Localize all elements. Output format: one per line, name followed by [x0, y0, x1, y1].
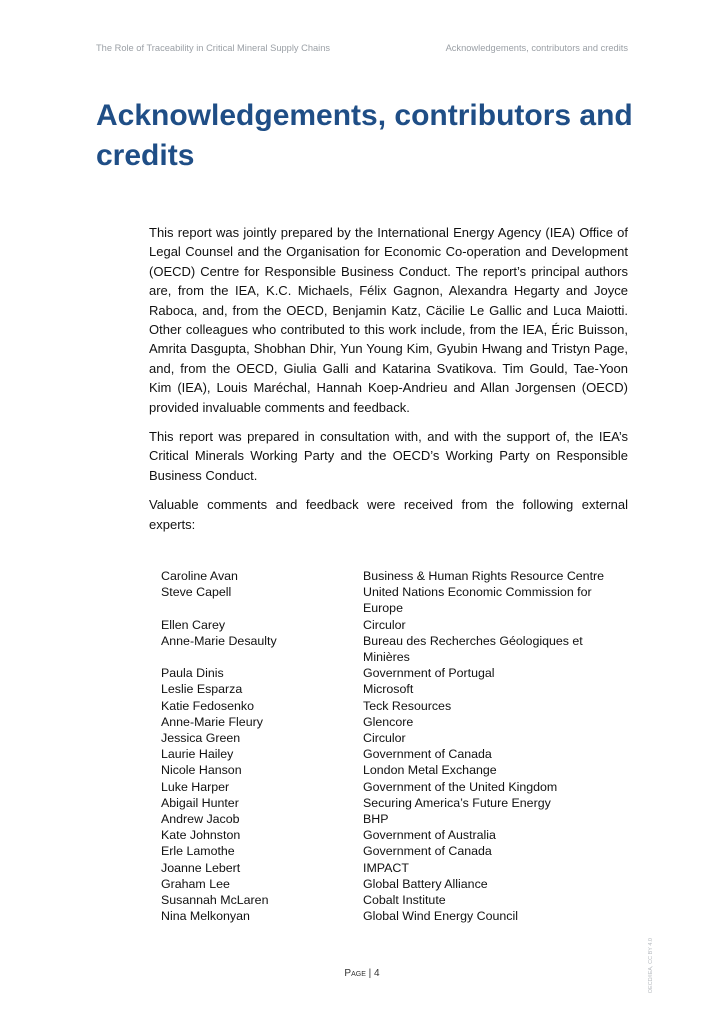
expert-name: Caroline Avan [161, 569, 238, 583]
expert-organisation: Glencore [363, 714, 414, 729]
expert-row [161, 779, 628, 795]
expert-organisation: Circulor [363, 617, 406, 632]
running-header [96, 43, 628, 57]
expert-name: Joanne Lebert [161, 860, 241, 875]
expert-organisation: Government of the United Kingdom [363, 779, 558, 794]
expert-organisation: Government of Portugal [363, 666, 495, 681]
expert-organisation: Government of Australia [363, 828, 496, 843]
expert-name: Paula Dinis [161, 666, 224, 681]
expert-organisation: Cobalt Institute [363, 893, 446, 908]
expert-organisation: Teck Resources [363, 698, 452, 713]
expert-name: Anne-Marie Fleury [161, 714, 263, 729]
expert-row [161, 730, 628, 746]
expert-row [161, 876, 628, 892]
expert-row [161, 795, 628, 811]
page-separator: | [365, 968, 375, 979]
expert-row [161, 681, 628, 697]
expert-row [161, 633, 628, 665]
expert-row [161, 584, 628, 616]
page-title: Acknowledgements, contributors and credits [96, 99, 633, 172]
license-label: OECD/IEA, CC BY 4.0 [648, 938, 654, 994]
expert-row [161, 811, 628, 827]
expert-row [161, 746, 628, 762]
header-section-title: Acknowledgements, contributors and credits [445, 43, 628, 53]
expert-name: Abigail Hunter [161, 795, 239, 810]
expert-name: Anne-Marie Desaulty [161, 633, 277, 648]
experts-list [161, 568, 628, 924]
expert-organisation: Bureau des Recherches Géologiques et Minières [363, 633, 583, 665]
header-document-title: The Role of Traceability in Critical Mineral Supply Chains [96, 43, 331, 53]
expert-organisation: Circulor [363, 731, 406, 746]
paragraph-authors: This report was jointly prepared by the International Energy Agency (IEA) Office of Legal Counsel and the Organisation for Economic Co-operation and Development (OECD) Centre for Responsible Business Conduct. The report’s principal authors are, from the IEA, K.C. Michaels, Félix Gagnon, Alexandra Hegarty and Joyce Raboca, and, from the OECD, Benjamin Katz, Cäcilie Le Gallic and Luca Maiotti. Other colleagues who contributed to this work include, from the IEA, Éric Buisson, Amrita Dasgupta, Shobhan Dhir, Yun Young Kim, Gyubin Hwang and Tristyn Page, and, from the OECD, Giulia Galli and Katarina Svatikova. Tim Gould, Tae-Yoon Kim (IEA), Louis Maréchal, Hannah Koep-Andrieu and Allan Jorgensen (OECD) provided invaluable comments and feedback. [149, 225, 628, 415]
expert-row [161, 617, 628, 633]
expert-name: Nina Melkonyan [161, 909, 250, 924]
expert-row [161, 762, 628, 778]
expert-organisation: Microsoft [363, 682, 414, 697]
expert-row [161, 860, 628, 876]
expert-name: Andrew Jacob [161, 812, 240, 827]
expert-name: Luke Harper [161, 779, 230, 794]
expert-name: Laurie Hailey [161, 747, 234, 762]
page-number: 4 [374, 968, 380, 979]
expert-organisation: Government of Canada [363, 747, 492, 762]
expert-organisation: Business & Human Rights Resource Centre [363, 569, 605, 583]
expert-name: Leslie Esparza [161, 682, 243, 697]
expert-row [161, 698, 628, 714]
expert-organisation: United Nations Economic Commission for Europe [363, 585, 592, 616]
paragraph-consultation: This report was prepared in consultation with, and with the support of, the IEA’s Critical Minerals Working Party and the OECD’s Working Party on Responsible Business Conduct. [149, 429, 628, 483]
expert-name: Kate Johnston [161, 828, 241, 843]
body-text [149, 223, 628, 544]
expert-row [161, 714, 628, 730]
paragraph-experts-intro: Valuable comments and feedback were received from the following external experts: [149, 497, 628, 532]
expert-organisation: Government of Canada [363, 844, 492, 859]
expert-organisation: IMPACT [363, 860, 409, 875]
expert-organisation: BHP [363, 812, 389, 827]
expert-row [161, 568, 628, 584]
expert-name: Jessica Green [161, 731, 241, 746]
expert-name: Nicole Hanson [161, 763, 242, 778]
page-footer [0, 968, 724, 979]
expert-name: Graham Lee [161, 876, 230, 891]
expert-organisation: London Metal Exchange [363, 763, 497, 778]
expert-row [161, 665, 628, 681]
expert-name: Steve Capell [161, 585, 232, 600]
expert-row [161, 827, 628, 843]
expert-name: Susannah McLaren [161, 893, 269, 908]
expert-organisation: Global Wind Energy Council [363, 909, 518, 924]
expert-organisation: Securing America’s Future Energy [363, 795, 551, 810]
expert-name: Ellen Carey [161, 617, 226, 632]
expert-organisation: Global Battery Alliance [363, 876, 488, 891]
expert-row [161, 892, 628, 908]
expert-row [161, 843, 628, 859]
expert-name: Erle Lamothe [161, 844, 235, 859]
page-label: Page [344, 968, 366, 979]
expert-name: Katie Fedosenko [161, 698, 254, 713]
expert-row [161, 908, 628, 924]
